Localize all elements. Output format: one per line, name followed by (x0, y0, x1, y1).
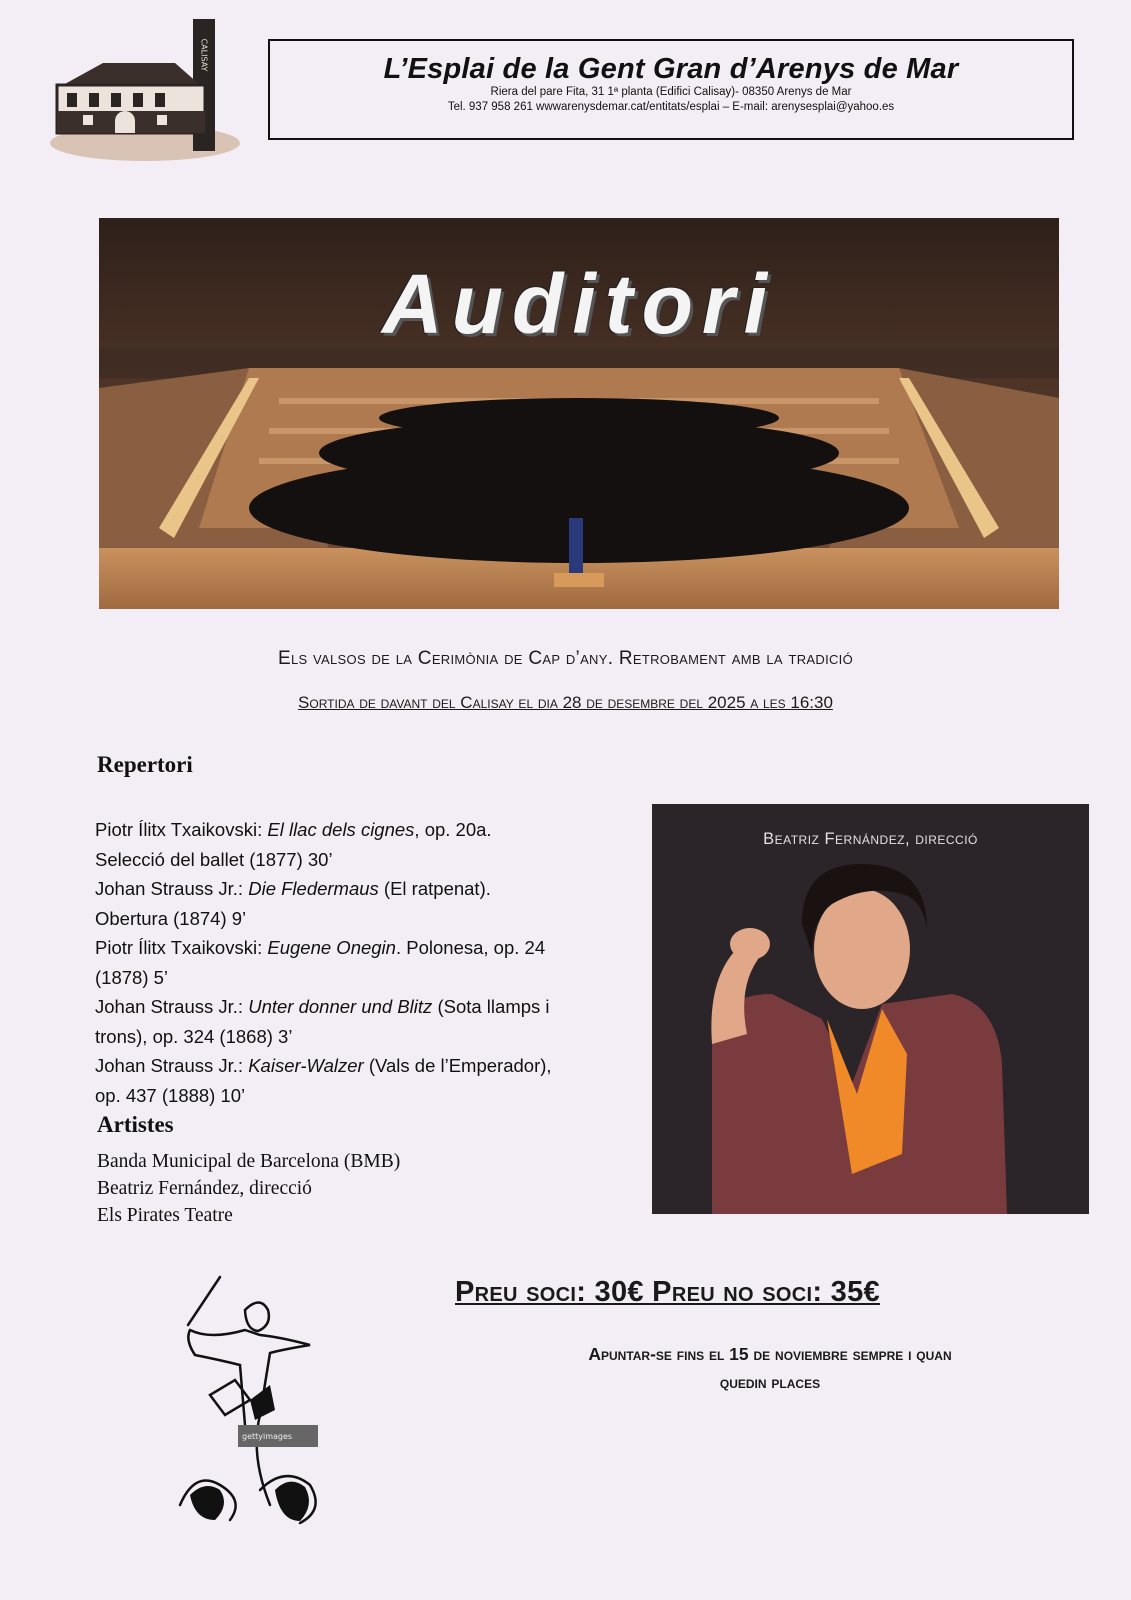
director-photo (652, 804, 1089, 1214)
repertoire-heading: Repertori (97, 752, 193, 777)
director-portrait (652, 804, 1089, 1214)
podium (554, 573, 604, 587)
logo-tower-text: CALISAY (199, 38, 209, 72)
repertoire-line: Johan Strauss Jr.: Unter donner und Blitz (Sota llamps i (95, 996, 550, 1017)
artist-item: Beatriz Fernández, direcció (97, 1178, 312, 1199)
signup-deadline (470, 1340, 1070, 1396)
repertoire-line: Obertura (1874) 9’ (95, 907, 247, 929)
repertoire-list (95, 815, 640, 1110)
banner-title: Auditori (382, 257, 776, 351)
repertoire-line: (1878) 5’ (95, 966, 169, 988)
signup-line: quedin places (719, 1372, 821, 1392)
conductor-drawing (150, 1275, 350, 1525)
head (245, 1303, 269, 1332)
org-contact: Tel. 937 958 261 wwwarenysdemar.cat/entitats/esplai – E-mail: arenysesplai@yahoo.es (447, 101, 895, 113)
repertoire-line: Selecció del ballet (1877) 30’ (95, 848, 333, 870)
org-name: L’Esplai de la Gent Gran d’Arenys de Mar (383, 53, 959, 85)
org-address: Riera del pare Fita, 31 1ª planta (Edifici Calisay)- 08350 Arenys de Mar (490, 86, 852, 98)
logo-roof (63, 63, 200, 85)
prices: Preu soci: 30€ Preu no soci: 35€ (455, 1276, 880, 1308)
artist-item: Banda Municipal de Barcelona (BMB) (97, 1151, 401, 1172)
artists-list (97, 1148, 400, 1229)
repertoire-line: Johan Strauss Jr.: Die Fledermaus (El ratpenat). (95, 878, 491, 899)
header-box (268, 39, 1074, 140)
arm (188, 1330, 245, 1425)
repertoire-line: Piotr Ílitx Txaikovski: El llac dels cignes, op. 20a. (95, 819, 492, 840)
baton (188, 1277, 220, 1325)
event-title: Els valsos de la Cerimònia de Cap d’any. Retrobament amb la tradició (278, 648, 853, 669)
artist-item: Els Pirates Teatre (97, 1205, 233, 1226)
departure-info: Sortida de davant del Calisay el dia 28 de desembre del 2025 a les 16:30 (298, 693, 833, 712)
auditorium-banner (99, 218, 1059, 609)
repertoire-line: Johan Strauss Jr.: Kaiser-Walzer (Vals de l’Emperador), (95, 1055, 552, 1076)
repertoire-line: op. 437 (1888) 10’ (95, 1084, 246, 1106)
hand (730, 928, 770, 960)
director-caption: Beatriz Fernández, direcció (763, 830, 978, 848)
body (190, 1330, 310, 1505)
repertoire-line: trons), op. 324 (1868) 3’ (95, 1025, 293, 1047)
watermark-text: gettyimages (242, 1432, 293, 1441)
calisay-building-logo (45, 15, 250, 170)
artists-heading: Artistes (97, 1112, 174, 1137)
conductor (569, 518, 583, 573)
repertoire-line: Piotr Ílitx Txaikovski: Eugene Onegin. Polonesa, op. 24 (95, 937, 546, 958)
signup-line: Apuntar-se fins el 15 de noviembre sempre i quan (588, 1344, 952, 1364)
